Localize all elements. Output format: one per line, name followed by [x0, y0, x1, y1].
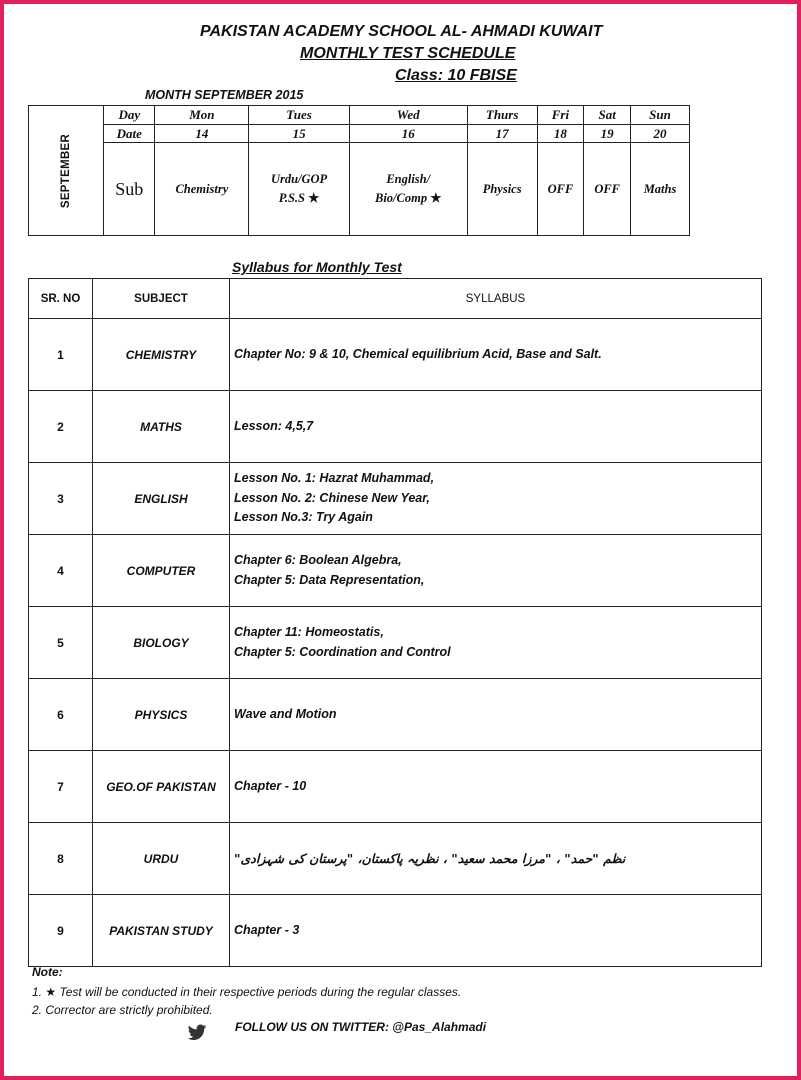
subject-text: P.S.S [278, 191, 305, 205]
sr-number: 4 [29, 535, 93, 607]
note-1-text: Test will be conducted in their respective periods during the regular classes. [59, 985, 462, 999]
subject-name: MATHS [93, 391, 230, 463]
syllabus-row [29, 607, 762, 679]
syllabus-header: SYLLABUS [230, 279, 762, 319]
sr-number: 7 [29, 751, 93, 823]
syllabus-row [29, 319, 762, 391]
syllabus-line: Wave and Motion [234, 706, 337, 721]
note-1 [32, 985, 461, 999]
star-icon: ★ [430, 191, 442, 205]
date-cell: 20 [631, 125, 690, 143]
syllabus-line: Chapter 5: Data Representation, [234, 572, 425, 587]
sr-number: 9 [29, 895, 93, 967]
day-cell: Wed [349, 106, 467, 125]
subject-cell [467, 143, 537, 236]
subject-name: PAKISTAN STUDY [93, 895, 230, 967]
syllabus-row [29, 751, 762, 823]
subject-text: Chemistry [175, 181, 229, 196]
month-label: MONTH SEPTEMBER 2015 [145, 88, 304, 102]
sr-number: 1 [29, 319, 93, 391]
sr-number: 6 [29, 679, 93, 751]
syllabus-line: نظم "حمد" ، "مرزا محمد سعید" ، نظریہ پاکستان، "پرستان کی شہزادی" [234, 850, 626, 866]
month-vertical-label: SEPTEMBER [60, 133, 73, 209]
syllabus-row [29, 535, 762, 607]
date-cell: 15 [249, 125, 349, 143]
syllabus-row [29, 679, 762, 751]
subject-name: URDU [93, 823, 230, 895]
subject-cell [631, 143, 690, 236]
subject-cell [249, 143, 349, 236]
syllabus-cell [230, 895, 762, 967]
syllabus-row [29, 391, 762, 463]
syllabus-cell [230, 679, 762, 751]
subject-name: CHEMISTRY [93, 319, 230, 391]
day-row-label: Day [104, 106, 155, 125]
subject-name: GEO.OF PAKISTAN [93, 751, 230, 823]
class-label: Class: 10 FBISE [395, 67, 517, 84]
subject-text: OFF [547, 181, 574, 196]
subject-cell [537, 143, 584, 236]
subject-text: Maths [643, 181, 677, 196]
schedule-side-cell [29, 106, 104, 236]
date-cell: 16 [349, 125, 467, 143]
document-title: MONTHLY TEST SCHEDULE [300, 45, 516, 62]
syllabus-cell [230, 823, 762, 895]
subject-header: SUBJECT [93, 279, 230, 319]
syllabus-table [28, 278, 762, 967]
date-cell: 17 [467, 125, 537, 143]
subject-text: Physics [482, 181, 522, 196]
syllabus-cell [230, 751, 762, 823]
date-row-label: Date [104, 125, 155, 143]
day-cell: Thurs [467, 106, 537, 125]
syllabus-row [29, 463, 762, 535]
subject-name: COMPUTER [93, 535, 230, 607]
note-2: 2. Corrector are strictly prohibited. [32, 1003, 213, 1017]
subject-text: Urdu/GOP [270, 172, 328, 186]
subject-name: BIOLOGY [93, 607, 230, 679]
syllabus-line: Chapter 5: Coordination and Control [234, 644, 451, 659]
subject-name: ENGLISH [93, 463, 230, 535]
twitter-bird-icon [186, 1021, 208, 1043]
date-cell: 19 [584, 125, 631, 143]
sr-number: 5 [29, 607, 93, 679]
day-cell: Sat [584, 106, 631, 125]
note-label: Note: [32, 965, 63, 979]
syllabus-line: Chapter No: 9 & 10, Chemical equilibrium Acid, Base and Salt. [234, 346, 602, 361]
subject-cell [155, 143, 249, 236]
subject-name: PHYSICS [93, 679, 230, 751]
subject-text: OFF [594, 181, 621, 196]
syllabus-cell [230, 607, 762, 679]
subject-text: English/ [386, 172, 431, 186]
syllabus-cell [230, 391, 762, 463]
day-cell: Tues [249, 106, 349, 125]
syllabus-cell [230, 535, 762, 607]
sr-number: 3 [29, 463, 93, 535]
school-name: PAKISTAN ACADEMY SCHOOL AL- AHMADI KUWAIT [200, 23, 603, 40]
sr-number: 8 [29, 823, 93, 895]
star-icon: ★ [45, 985, 57, 999]
syllabus-line: Chapter 11: Homeostatis, [234, 625, 384, 639]
star-icon: ★ [308, 191, 320, 205]
syllabus-line: Lesson: 4,5,7 [234, 418, 314, 433]
sr-number: 2 [29, 391, 93, 463]
day-cell: Sun [631, 106, 690, 125]
subject-cell [349, 143, 467, 236]
day-cell: Fri [537, 106, 584, 125]
day-cell: Mon [155, 106, 249, 125]
sr-header: SR. NO [29, 279, 93, 319]
date-cell: 18 [537, 125, 584, 143]
syllabus-line: Chapter - 10 [234, 778, 307, 793]
subject-text: Bio/Comp [374, 191, 428, 205]
subject-row-label: Sub [104, 143, 155, 236]
syllabus-cell [230, 463, 762, 535]
syllabus-line: Lesson No. 1: Hazrat Muhammad, [234, 471, 435, 486]
subject-cell [584, 143, 631, 236]
syllabus-cell [230, 319, 762, 391]
note-1-number: 1. [32, 985, 43, 999]
syllabus-line: Chapter - 3 [234, 922, 300, 937]
syllabus-line: Lesson No. 2: Chinese New Year, [234, 490, 430, 505]
syllabus-line: Chapter 6: Boolean Algebra, [234, 553, 402, 567]
syllabus-row [29, 895, 762, 967]
syllabus-title: Syllabus for Monthly Test [232, 259, 402, 275]
syllabus-row [29, 823, 762, 895]
syllabus-line: Lesson No.3: Try Again [234, 510, 373, 525]
schedule-table [28, 105, 690, 236]
twitter-follow-text: FOLLOW US ON TWITTER: @Pas_Alahmadi [235, 1020, 487, 1034]
date-cell: 14 [155, 125, 249, 143]
